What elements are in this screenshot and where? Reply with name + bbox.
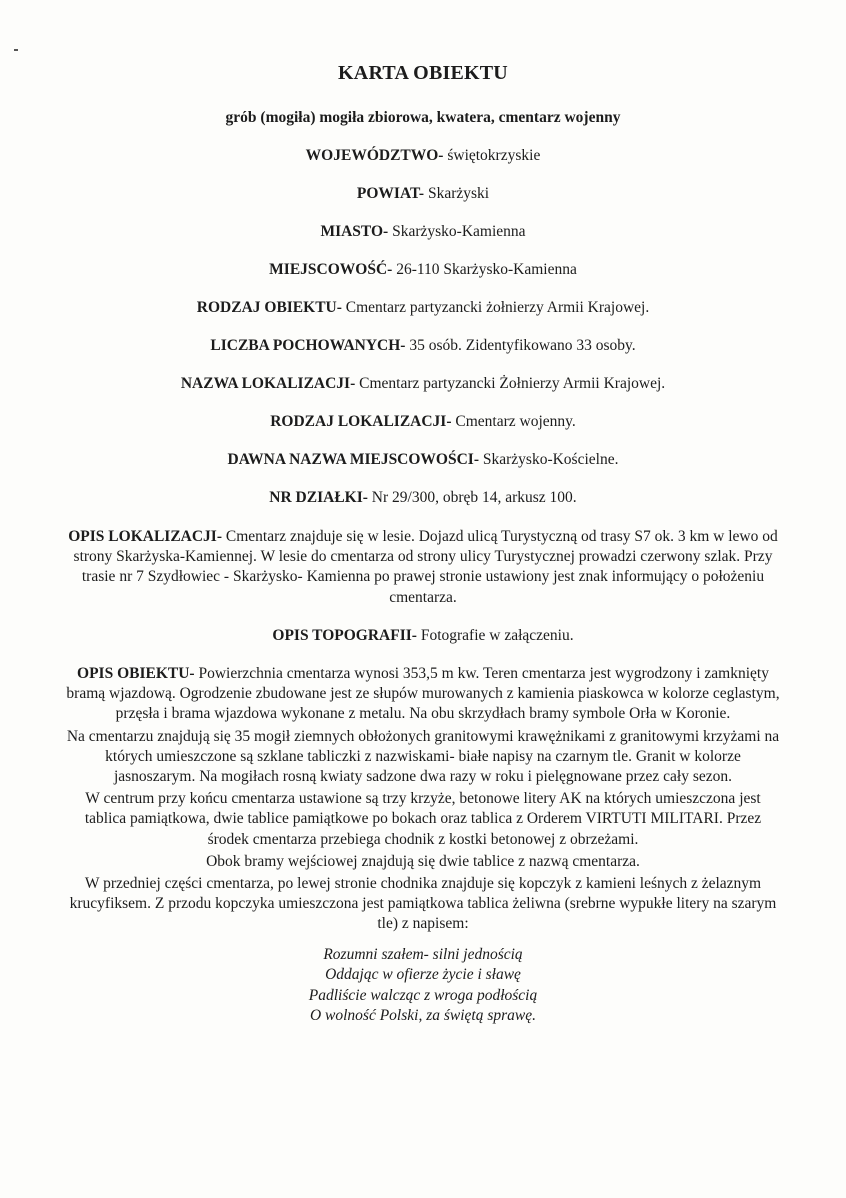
memorial-inscription [60,945,786,1027]
field-label: RODZAJ LOKALIZACJI- [270,413,452,430]
opis-obiektu-paragraph: W centrum przy końcu cmentarza ustawione są trzy krzyże, betonowe litery AK na których umieszczona jest tablica pamiątkowa, dwie tablice pamiątkowe po bokach oraz tablica z Orderem VIRTUTI MILITARI. Przez środek cmentarza przebiega chodnik z kostki betonowej z obrzeżami. [84,790,762,848]
opis-obiektu-paragraph: Obok bramy wejściowej znajdują się dwie tablice z nazwą cmentarza. [206,852,640,870]
field-miejscowosc [60,261,786,279]
section-text: Powierzchnia cmentarza wynosi 353,5 m kw. Teren cmentarza jest wygrodzony i zamknięty bramą wjazdową. Ogrodzenie zbudowane jest ze słupów murowanych z kamienia piaskowca w kolorze ceglastym, przęsła i brama wjazdowa wykonane z metalu. Na obu skrzydłach bramy symbole Orła w Koronie. [66,665,780,723]
poem-line: O wolność Polski, za świętą sprawę. [309,1007,537,1025]
field-value: Cmentarz wojenny. [451,413,576,430]
opis-obiektu-paragraph: Na cmentarzu znajdują się 35 mogił ziemnych obłożonych granitowymi krawężnikami z granitowymi krzyżami na których umieszczone są szklane tabliczki z nazwiskami- białe napisy na czarnym tle. Granit w kolorze jasnoszarym. Na mogiłach rosną kwiaty sadzone dwa razy w roku i pielęgnowane przez cały sezon. [66,727,780,786]
field-value: 26-110 Skarżysko-Kamienna [392,261,577,278]
document-title: KARTA OBIEKTU [338,62,508,84]
document-subtitle: grób (mogiła) mogiła zbiorowa, kwatera, cmentarz wojenny [225,109,621,126]
field-label: NAZWA LOKALIZACJI- [180,375,356,392]
field-liczba-pochowanych [60,337,786,355]
section-label: OPIS OBIEKTU- [77,665,195,683]
field-value: Cmentarz partyzancki żołnierzy Armii Krajowej. [341,299,650,316]
field-label: RODZAJ OBIEKTU- [196,299,342,316]
field-label: WOJEWÓDZTWO- [305,147,444,164]
field-label: MIASTO- [320,223,389,240]
field-value: Skarżysko-Kamienna [388,223,526,240]
field-dawna-nazwa [60,451,786,469]
scan-mark [14,49,18,51]
field-miasto [60,223,786,241]
opis-topografii [60,626,786,646]
section-text: Cmentarz znajduje się w lesie. Dojazd ulicą Turystyczną od trasy S7 ok. 3 km w lewo od strony Skarżyska-Kamiennej. W lesie do cmentarza od strony ulicy Turystycznej prowadzi czerwony szlak. Przy trasie nr 7 Szydłowiec - Skarżysko- Kamienna po prawej stronie ustawiony jest znak informujący o położeniu cmentarza. [73,528,778,606]
field-value: Skarżysko-Kościelne. [479,451,619,468]
field-wojewodztwo [60,147,786,165]
poem-line: Oddając w ofierze życie i sławę [325,966,521,984]
opis-obiektu-paragraph: W przedniej części cmentarza, po lewej stronie chodnika znajduje się kopczyk z kamieni leśnych z żelaznym krucyfiksem. Z przodu kopczyka umieszczona jest pamiątkowa tablica żeliwna (srebrne wypukłe litery na szarym tle) z napisem: [69,875,777,933]
field-rodzaj-obiektu [60,299,786,317]
field-powiat [60,185,786,203]
field-rodzaj-lokalizacji [60,413,786,431]
opis-obiektu [60,664,786,725]
section-label: OPIS LOKALIZACJI- [68,528,222,545]
field-label: POWIAT- [356,185,425,202]
field-value: Nr 29/300, obręb 14, arkusz 100. [367,489,577,506]
field-value: 35 osób. Zidentyfikowano 33 osoby. [405,337,636,354]
opis-lokalizacji [60,527,786,608]
section-label: OPIS TOPOGRAFII- [272,626,417,644]
poem-line: Rozumni szałem- silni jednością [323,945,523,963]
field-label: DAWNA NAZWA MIEJSCOWOŚCI- [227,451,479,468]
field-label: NR DZIAŁKI- [269,489,368,506]
poem-line: Padliście walcząc z wroga podłością [308,986,538,1004]
field-value: Skarżyski [424,185,490,202]
document-content [60,62,786,1027]
field-value: świętokrzyskie [443,147,541,164]
field-value: Cmentarz partyzancki Żołnierzy Armii Krajowej. [355,375,666,392]
field-label: LICZBA POCHOWANYCH- [210,337,406,354]
field-label: MIEJSCOWOŚĆ- [269,261,393,278]
field-nr-dzialki [60,489,786,507]
field-nazwa-lokalizacji [60,375,786,393]
section-text: Fotografie w załączeniu. [416,626,574,644]
